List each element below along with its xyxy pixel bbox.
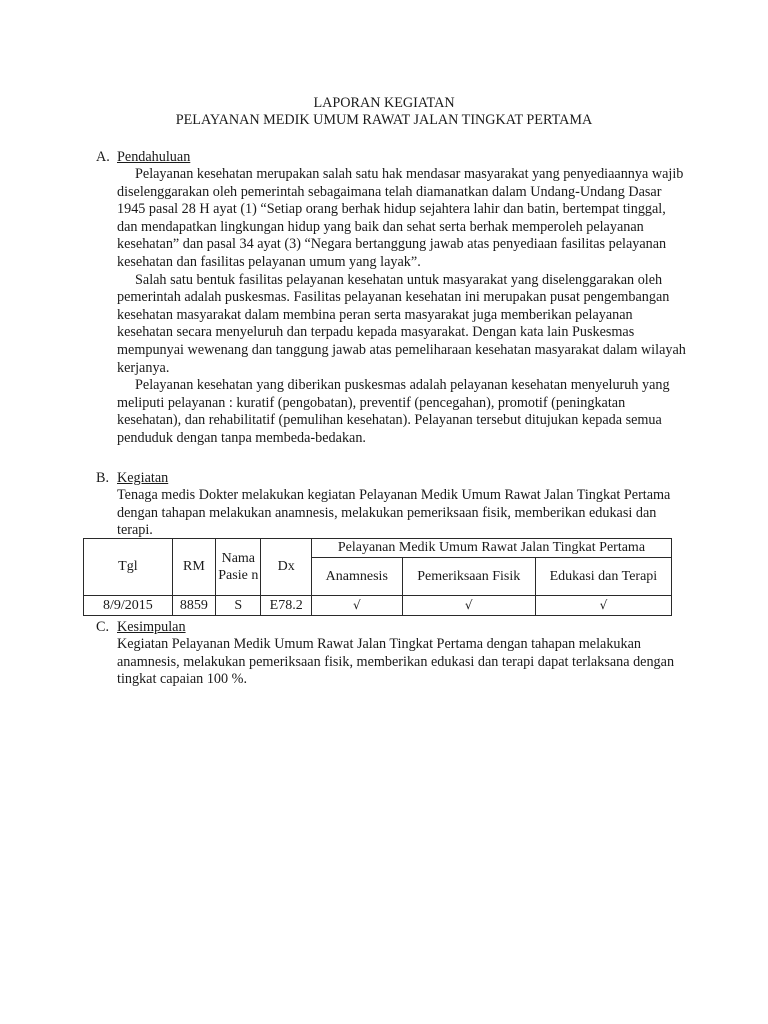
report-title: LAPORAN KEGIATAN — [313, 95, 455, 111]
section-b-body — [117, 487, 687, 540]
section-b-paragraph: Tenaga medis Dokter melakukan kegiatan Pelayanan Medik Umum Rawat Jalan Tingkat Pertama dengan tahapan melakukan anamnesis, melakukan pemeriksaan fisik, memberikan edukasi dan terapi. — [117, 487, 671, 539]
header-anamnesis: Anamnesis — [311, 557, 402, 595]
section-b-heading — [96, 470, 686, 488]
cell-anamnesis-check: √ — [311, 596, 402, 616]
header-pemeriksaan-fisik: Pemeriksaan Fisik — [402, 557, 535, 595]
header-tgl: Tgl — [84, 539, 173, 596]
section-a-letter: A. — [96, 149, 110, 165]
section-a-title: Pendahuluan — [117, 149, 191, 165]
header-nama-pasien: Nama Pasie n — [216, 539, 261, 596]
cell-rm: 8859 — [172, 596, 215, 616]
cell-pemeriksaan-check: √ — [402, 596, 535, 616]
table-row — [84, 596, 672, 616]
header-rm: RM — [172, 539, 215, 596]
cell-edukasi-check: √ — [535, 596, 671, 616]
section-c-paragraph: Kegiatan Pelayanan Medik Umum Rawat Jalan Tingkat Pertama dengan tahapan melakukan anamnesis, melakukan pemeriksaan fisik, memberikan edukasi dan terapi dapat terlaksana dengan tingkat capaian 100 %. — [117, 636, 675, 688]
section-c-heading — [96, 619, 686, 637]
section-b-title: Kegiatan — [117, 470, 169, 486]
header-dx: Dx — [261, 539, 311, 596]
section-a-paragraph-1: Pelayanan kesehatan merupakan salah satu hak mendasar masyarakat yang penyediaannya wajib diselenggarakan oleh pemerintah sebagaimana telah diamanatkan dalam Undang-Undang Dasar 1945 pasal 28 H ayat (1) “Setiap orang berhak hidup sejahtera lahir dan batin, bertempat tinggal, dan mendapatkan lingkungan hidup yang baik dan sehat serta berhak memperoleh pelayanan kesehatan” dan pasal 34 ayat (3) “Negara bertanggung jawab atas penyediaan fasilitas pelayanan kesehatan dan fasilitas pelayanan umum yang layak”. — [117, 166, 684, 270]
section-b-letter: B. — [96, 470, 110, 486]
section-a-body — [117, 166, 687, 448]
header-group: Pelayanan Medik Umum Rawat Jalan Tingkat Pertama — [311, 539, 671, 558]
section-a-paragraph-3: Pelayanan kesehatan yang diberikan puskesmas adalah pelayanan kesehatan menyeluruh yang meliputi pelayanan : kuratif (pengobatan), preventif (pencegahan), promotif (peningkatan kesehatan), dan rehabilitatif (pemulihan kesehatan). Pelayanan tersebut ditujukan kepada semua penduduk dengan tanpa membeda-bedakan. — [117, 377, 670, 446]
section-c-letter: C. — [96, 619, 110, 635]
section-c-body — [117, 636, 687, 689]
section-a-heading — [96, 149, 686, 167]
cell-tgl: 8/9/2015 — [84, 596, 173, 616]
cell-dx: E78.2 — [261, 596, 311, 616]
cell-nama: S — [216, 596, 261, 616]
header-edukasi-terapi: Edukasi dan Terapi — [535, 557, 671, 595]
section-c-title: Kesimpulan — [117, 619, 186, 635]
section-a-paragraph-2: Salah satu bentuk fasilitas pelayanan kesehatan untuk masyarakat yang diselenggarakan oleh pemerintah adalah puskesmas. Fasilitas pelayanan kesehatan ini merupakan pusat pengembangan kesehatan masyarakat dalam membina peran serta masyarakat juga memberikan pelayanan kesehatan secara menyeluruh dan terpadu kepada masyarakat. Dengan kata lain Puskesmas mempunyai wewenang dan tanggung jawab atas pemeliharaan kesehatan masyarakat dalam wilayah kerjanya. — [117, 271, 686, 376]
report-subtitle: PELAYANAN MEDIK UMUM RAWAT JALAN TINGKAT PERTAMA — [175, 112, 593, 128]
activity-table — [83, 538, 672, 616]
